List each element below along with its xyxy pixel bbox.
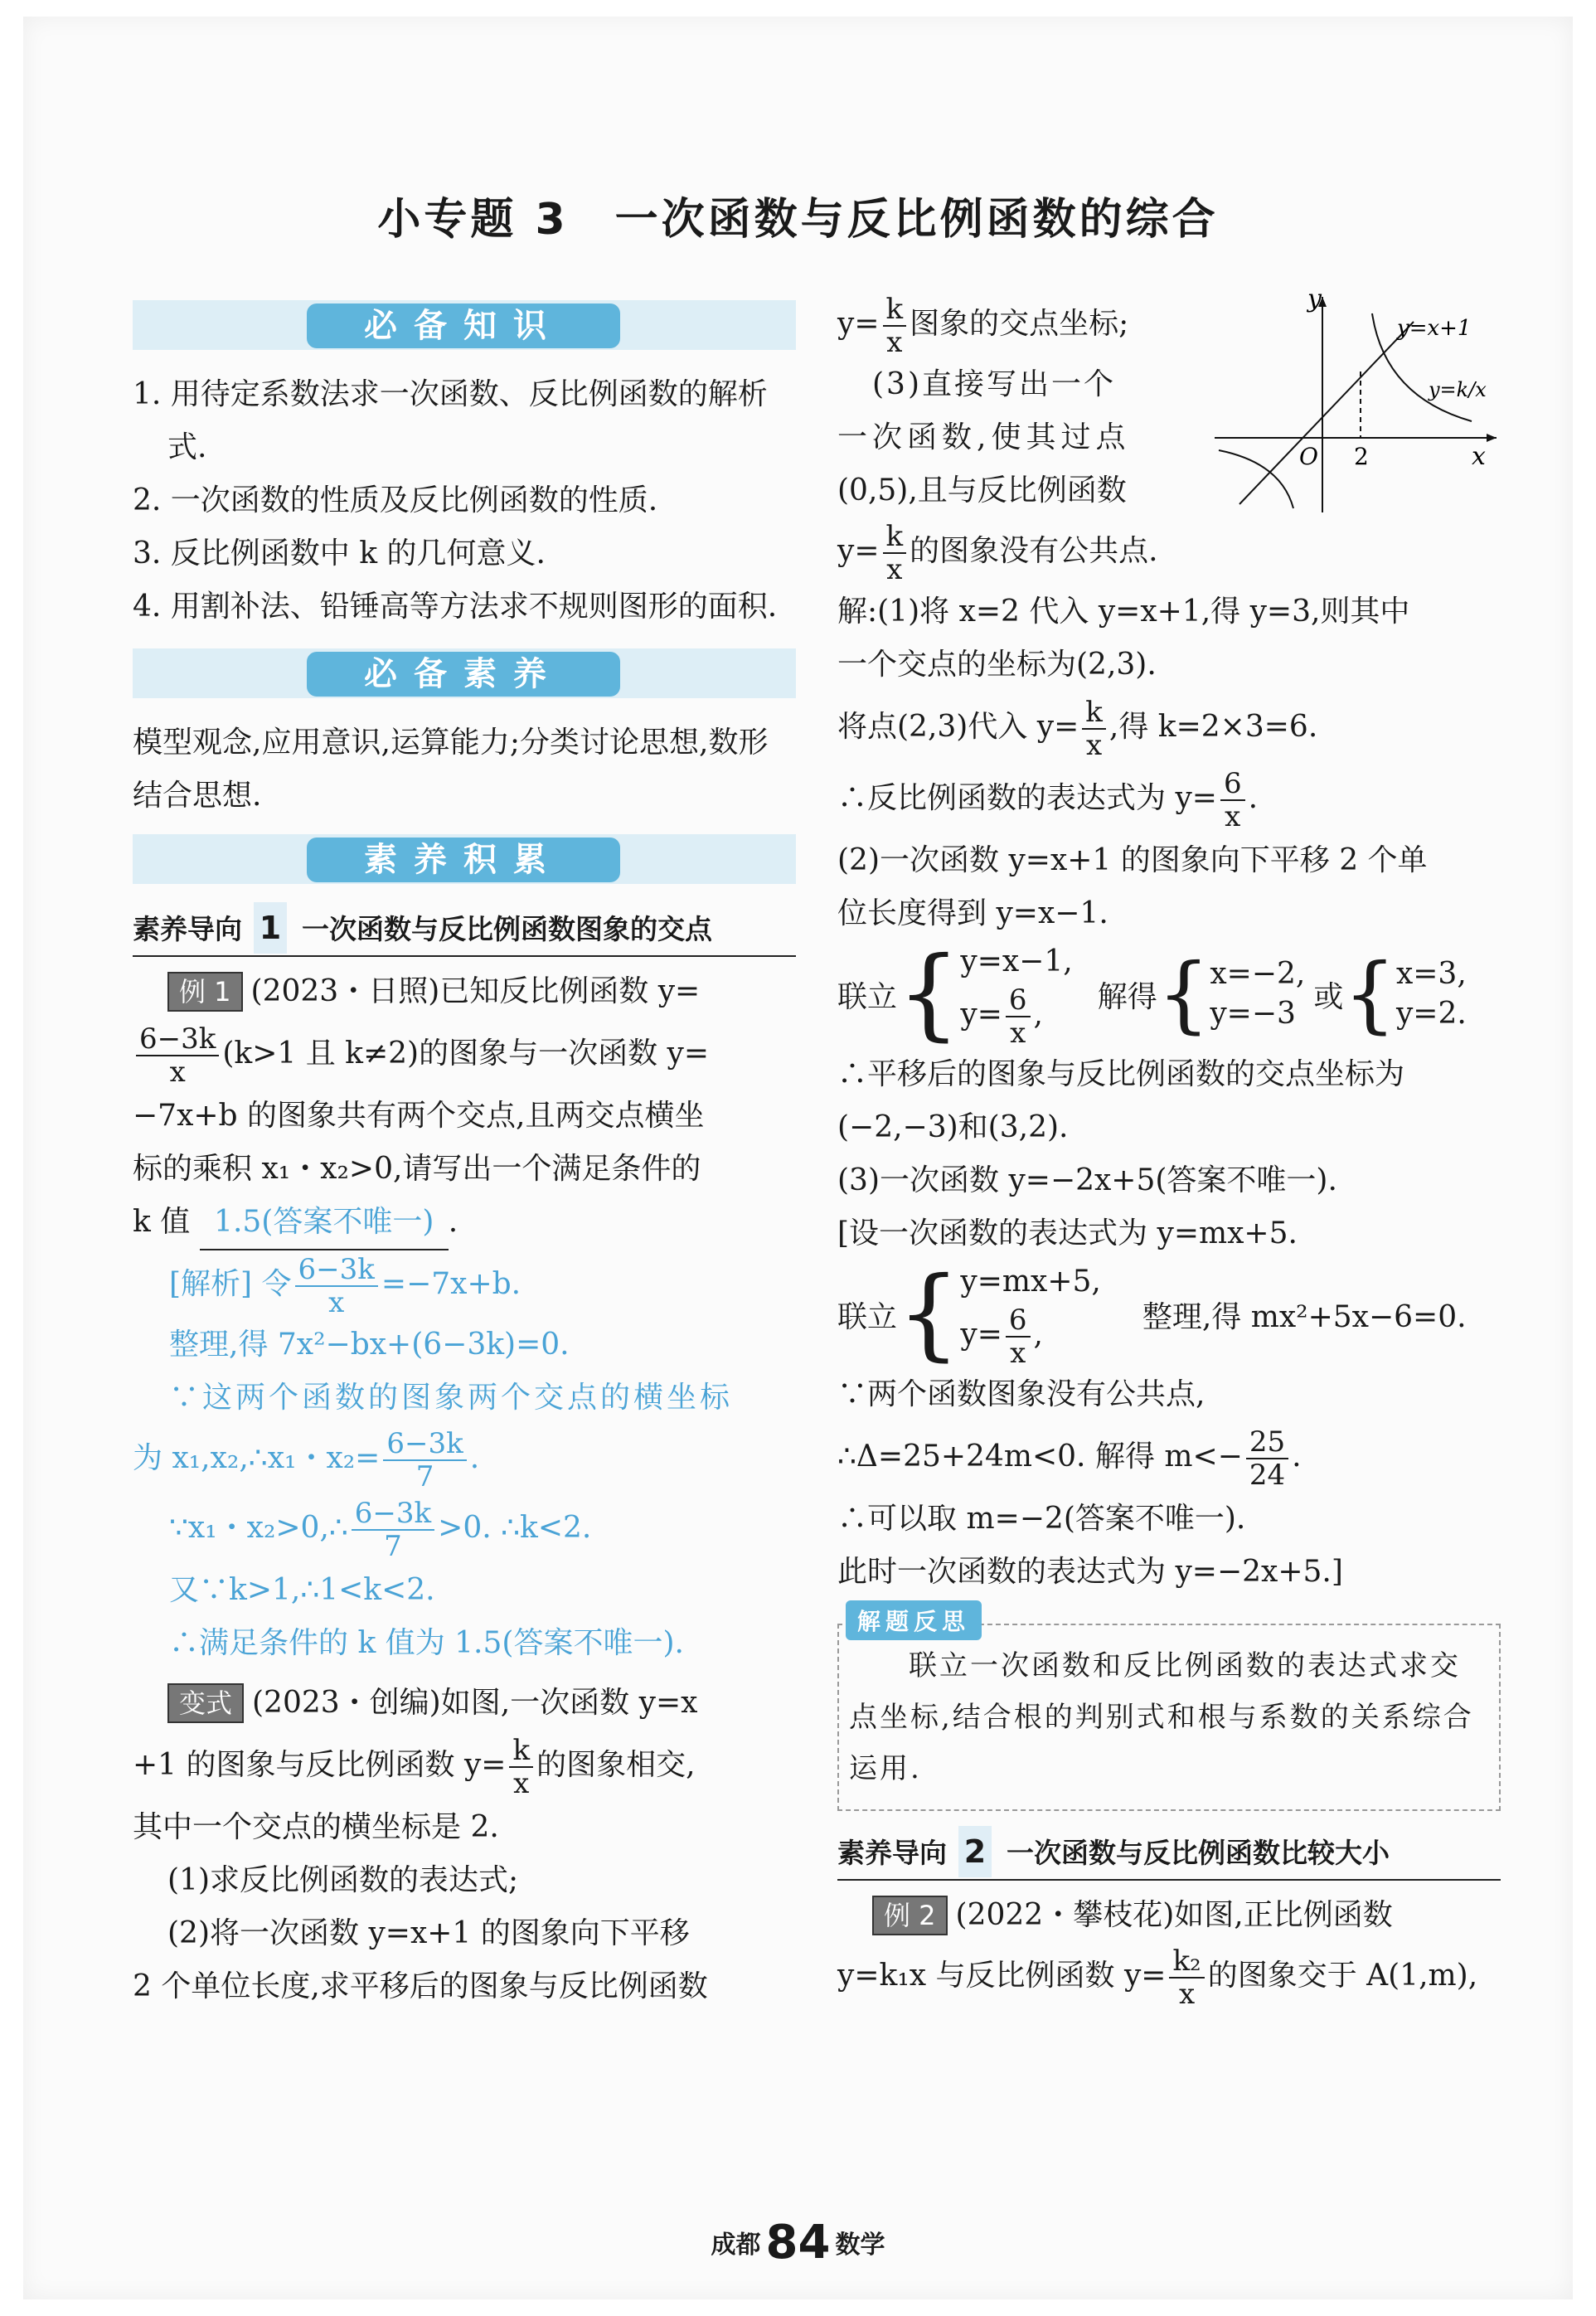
solution-line	[837, 692, 1501, 763]
solution-line: (3)一次函数 y=−2x+5(答案不唯一).	[837, 1163, 1337, 1197]
fraction	[883, 521, 907, 585]
example1-line: k 值 1.5(答案不唯一) .	[133, 1196, 796, 1250]
analysis-text: >0. ∴k<2.	[438, 1511, 592, 1545]
solution-text: 解得	[1097, 979, 1157, 1014]
example1-text: (2023・日照)已知反比例函数 y=	[250, 974, 701, 1008]
frac-num: k	[509, 1735, 533, 1768]
footer-subject: 数学	[835, 2231, 885, 2260]
variant-line	[133, 1677, 796, 1730]
variant-tag: 变式	[167, 1683, 244, 1723]
example1-text: (k>1 且 k≠2)的图象与一次函数 y=	[222, 1037, 710, 1071]
solution-line: 解:(1)将 x=2 代入 y=x+1,得 y=3,则其中	[837, 595, 1410, 629]
analysis-text: =−7x+b.	[381, 1267, 521, 1301]
system-eq: x=−2,	[1210, 957, 1306, 991]
brace: {	[897, 1256, 961, 1372]
frac-den: x	[1010, 1337, 1026, 1370]
frac-num: 6−3k	[295, 1254, 378, 1287]
system-eq: y=−3	[1210, 997, 1296, 1031]
section-number: 1	[254, 902, 287, 954]
example-tag: 例 1	[167, 972, 243, 1012]
variant-line: (2)将一次函数 y=x+1 的图象向下平移	[167, 1916, 690, 1950]
frac-den: x	[328, 1286, 345, 1319]
solution-text: 联立	[837, 979, 898, 1014]
system-2	[1210, 954, 1305, 1034]
analysis-block	[133, 1250, 796, 1670]
frac-den: x	[513, 1767, 530, 1800]
fraction	[1246, 1426, 1288, 1491]
system-1	[960, 940, 1072, 1049]
solution-line: (2)一次函数 y=x+1 的图象向下平移 2 个单	[837, 843, 1428, 877]
system-eq: y=x−1,	[960, 944, 1073, 978]
tick-label: 2	[1354, 443, 1369, 470]
solution-line: [设一次函数的表达式为 y=mx+5.	[837, 1216, 1298, 1250]
frac-num: 6	[1006, 1304, 1031, 1338]
system-eq: y=mx+5,	[960, 1265, 1101, 1299]
knowledge-item: 3. 反比例函数中 k 的几何意义.	[133, 537, 546, 571]
curve-label: y=k/x	[1429, 378, 1487, 401]
variant-text: +1 的图象与反比例函数 y=	[133, 1748, 507, 1782]
brace: {	[1343, 945, 1396, 1042]
solution-text: 联立	[837, 1299, 898, 1334]
analysis-line: 为 x₁,x₂,∴x₁・x₂= $\frac{6-3k}{7}$ .	[133, 1427, 480, 1493]
literacy-text: 模型观念,应用意识,运算能力;分类讨论思想,数形结合思想.	[133, 726, 769, 813]
fraction	[1082, 697, 1106, 761]
system-eq-pre: y=	[960, 1318, 1002, 1352]
fraction	[1220, 768, 1245, 833]
variant-cont: 一次函数,使其过点	[837, 420, 1131, 454]
solution-line: 一个交点的坐标为(2,3).	[837, 648, 1157, 682]
frac-den: x	[886, 553, 903, 586]
frac-num: k	[883, 521, 907, 554]
example2-text: y=k₁x 与反比例函数 y=	[837, 1959, 1167, 1993]
solution-text: 或	[1313, 979, 1344, 1014]
frac-den: x	[1086, 729, 1103, 762]
variant-text: 图象的交点坐标;	[910, 307, 1129, 341]
example2-line	[837, 1942, 1501, 2010]
reflection-tag: 解题反思	[846, 1600, 982, 1640]
fraction	[136, 1023, 219, 1088]
solution-text: 整理,得 mx²+5x−6=0.	[1142, 1299, 1467, 1334]
frac-den: x	[1225, 800, 1241, 833]
frac-num: k	[1082, 697, 1106, 730]
section-heading-1	[133, 902, 796, 957]
analysis-text: [解析] 令	[169, 1267, 292, 1301]
solution-line: ∴反比例函数的表达式为 y= $\frac{6}{x}$ .	[837, 767, 1259, 833]
frac-num: 6	[1220, 768, 1245, 801]
example1-line	[133, 965, 796, 1018]
example1-text: k 值	[133, 1205, 191, 1239]
variant-cont: y= $\frac{k}{x}$ 图象的交点坐标;	[837, 293, 1129, 359]
variant-cont: (3)直接写出一个	[872, 367, 1116, 401]
answer-blank: 1.5(答案不唯一)	[200, 1196, 449, 1250]
solution-text: ,得 k=2×3=6.	[1108, 710, 1318, 744]
solution-line: 位长度得到 y=x−1.	[837, 896, 1108, 930]
banner-accumulate	[133, 834, 796, 884]
brace: {	[897, 936, 961, 1051]
fraction	[1169, 1945, 1204, 2010]
fraction	[883, 294, 907, 358]
banner-knowledge	[133, 300, 796, 350]
system-eq: y= $\frac{6}{x}$ ,	[960, 983, 1043, 1050]
section-label: 素养导向	[837, 1837, 947, 1869]
left-column	[133, 295, 796, 2013]
example2-text: (2022・攀枝花)如图,正比例函数	[955, 1898, 1393, 1932]
system-4	[960, 1260, 1100, 1369]
knowledge-item: 4. 用割补法、铅锤高等方法求不规则图形的面积.	[133, 590, 778, 624]
example1-line	[133, 1018, 796, 1090]
knowledge-item: 1. 用待定系数法求一次函数、反比例函数的解析式.	[133, 377, 768, 464]
system-eq: y=2.	[1395, 997, 1467, 1031]
system-eq: x=3,	[1395, 957, 1467, 991]
variant-line: (1)求反比例函数的表达式;	[167, 1863, 519, 1897]
frac-den: x	[1178, 1978, 1196, 2011]
y-axis-label: y	[1307, 289, 1322, 313]
frac-num: k₂	[1169, 1945, 1204, 1979]
brace: {	[1157, 945, 1210, 1042]
example1-line: 标的乘积 x₁・x₂>0,请写出一个满足条件的	[133, 1152, 701, 1186]
page-title: 小专题 3 一次函数与反比例函数的综合	[377, 195, 1219, 245]
frac-den: 7	[415, 1460, 434, 1493]
system-row-1	[837, 936, 1501, 1051]
section-title: 一次函数与反比例函数图象的交点	[302, 913, 712, 945]
frac-den: x	[886, 326, 903, 359]
example2-text: 的图象交于 A(1,m),	[1207, 1959, 1478, 1993]
section-title: 一次函数与反比例函数比较大小	[1007, 1837, 1390, 1869]
frac-den: 7	[384, 1530, 402, 1563]
fraction	[352, 1498, 434, 1562]
solution-line: ∴可以取 m=−2(答案不唯一).	[837, 1502, 1246, 1536]
solution-text: 将点(2,3)代入 y=	[837, 710, 1079, 744]
solution-line: ∴平移后的图象与反比例函数的交点坐标为	[837, 1057, 1405, 1091]
analysis-line	[169, 1250, 796, 1318]
solution-line: ∵两个函数图象没有公共点,	[837, 1377, 1205, 1411]
frac-num: 6	[1006, 984, 1031, 1017]
origin-label: O	[1299, 443, 1318, 470]
x-axis-label: x	[1472, 442, 1486, 471]
example-tag: 例 2	[872, 1896, 948, 1935]
reflection-text: 联立一次函数和反比例函数的表达式求交点坐标,结合根的判别式和根与系数的关系综合运用.	[849, 1649, 1474, 1785]
variant-line	[133, 1730, 796, 1801]
fraction	[1006, 984, 1031, 1049]
section-label: 素养导向	[133, 913, 242, 945]
solution-text: ∴Δ=25+24m<0. 解得 m<−	[837, 1440, 1243, 1474]
system-eq: y= $\frac{6}{x}$ ,	[960, 1304, 1043, 1370]
frac-den: x	[169, 1056, 186, 1089]
page-footer	[0, 2216, 1596, 2270]
variant-cont: y= $\frac{k}{x}$ 的图象没有公共点.	[837, 520, 1158, 586]
section-heading-2	[837, 1826, 1501, 1881]
banner-literacy	[133, 648, 796, 698]
reflection-box	[837, 1608, 1501, 1811]
frac-num: 6−3k	[136, 1023, 219, 1056]
analysis-line: ∴满足条件的 k 值为 1.5(答案不唯一).	[169, 1626, 684, 1660]
page-number: 84	[765, 2216, 831, 2270]
analysis-line: 又∵k>1,∴1<k<2.	[169, 1573, 435, 1607]
example2-line	[837, 1889, 1501, 1942]
frac-den: 24	[1249, 1459, 1286, 1492]
analysis-line	[169, 1493, 796, 1564]
banner-knowledge-label: 必备知识	[307, 303, 620, 348]
solution-text: ∴反比例函数的表达式为 y=	[837, 781, 1217, 815]
analysis-line: ∵这两个函数的图象两个交点的横坐标	[169, 1381, 734, 1415]
variant-line: 其中一个交点的横坐标是 2.	[133, 1810, 499, 1844]
analysis-text: 为 x₁,x₂,∴x₁・x₂=	[133, 1441, 381, 1475]
frac-num: 6−3k	[383, 1428, 466, 1461]
analysis-text: ∵x₁・x₂>0,∴	[169, 1511, 348, 1545]
variant-text: 的图象没有公共点.	[910, 534, 1158, 568]
analysis-line: 整理,得 7x²−bx+(6−3k)=0.	[169, 1328, 570, 1362]
solution-line: ∴Δ=25+24m<0. 解得 m<− $\frac{25}{24}$ .	[837, 1425, 1302, 1492]
variant-text: (2023・创编)如图,一次函数 y=x	[252, 1686, 698, 1720]
banner-accumulate-label: 素养积累	[307, 838, 620, 882]
frac-num: 6−3k	[352, 1498, 434, 1531]
fraction	[383, 1428, 466, 1493]
frac-den: x	[1010, 1017, 1026, 1050]
variant-text: 的图象相交,	[536, 1748, 696, 1782]
example1-line: −7x+b 的图象共有两个交点,且两交点横坐	[133, 1099, 705, 1133]
solution-line: 此时一次函数的表达式为 y=−2x+5.]	[837, 1555, 1343, 1589]
fraction	[295, 1254, 378, 1318]
section-number: 2	[958, 1826, 992, 1877]
frac-num: k	[883, 294, 907, 327]
solution-line: (−2,−3)和(3,2).	[837, 1110, 1069, 1144]
system-row-2	[837, 1256, 1501, 1372]
variant-line: 2 个单位长度,求平移后的图象与反比例函数	[133, 1969, 708, 2003]
footer-city: 成都	[711, 2231, 761, 2260]
system-eq-pre: y=	[960, 998, 1002, 1032]
banner-literacy-label: 必备素养	[307, 652, 620, 697]
line-label: y=x+1	[1397, 316, 1472, 341]
system-3	[1396, 954, 1467, 1034]
fraction	[1006, 1304, 1031, 1369]
fraction	[509, 1735, 533, 1799]
right-column	[837, 290, 1501, 2010]
frac-num: 25	[1246, 1426, 1288, 1459]
variant-cont: (0,5),且与反比例函数	[837, 473, 1127, 507]
knowledge-item: 2. 一次函数的性质及反比例函数的性质.	[133, 483, 658, 517]
